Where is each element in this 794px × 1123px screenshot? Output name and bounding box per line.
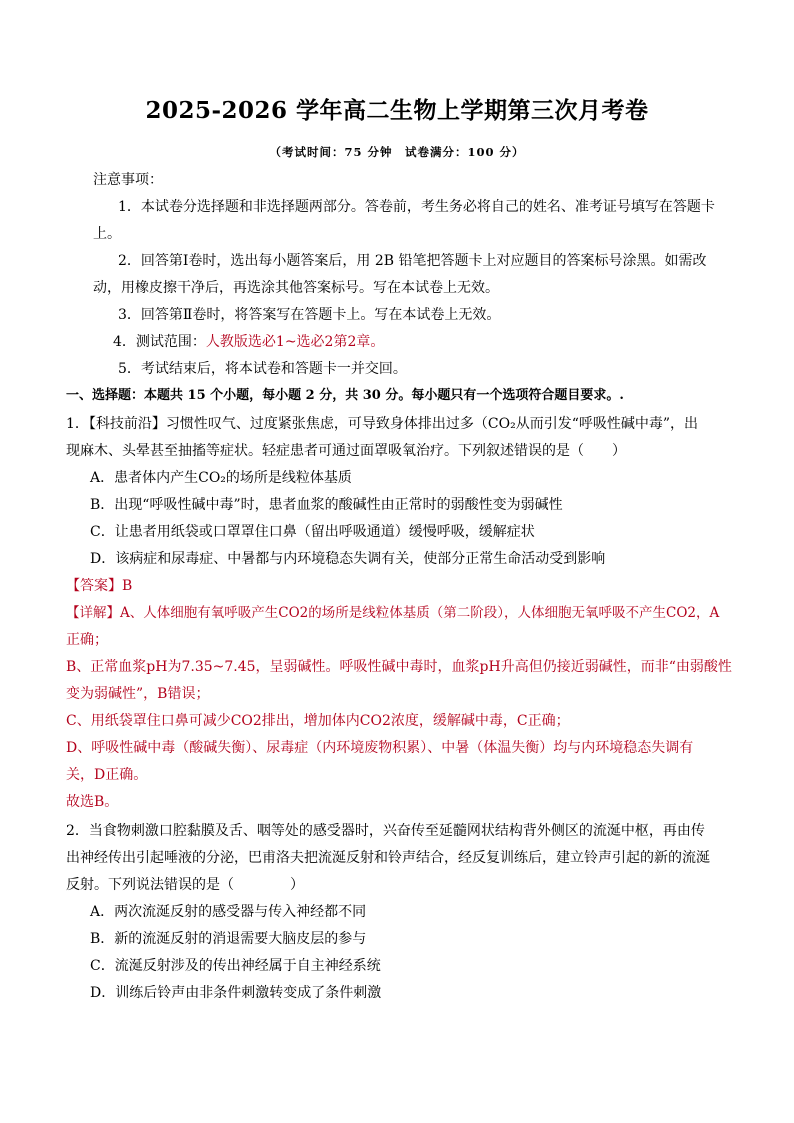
q1-explanation-b-cont: 变为弱碱性”，B错误；: [66, 686, 210, 702]
q1-explanation-d-cont: 关，D正确。: [66, 767, 148, 783]
page-title: 2025-2026 学年高二生物上学期第三次月考卷: [145, 97, 649, 124]
q1-answer: 【答案】B: [66, 578, 133, 594]
q1-option-c: C．让患者用纸袋或口罩罩住口鼻（留出呼吸通道）缓慢呼吸，缓解症状: [90, 524, 535, 540]
note-3: 3．回答第Ⅱ卷时，将答案写在答题卡上。写在本试卷上无效。: [118, 307, 501, 323]
q1-explanation-b: B、正常血浆pH为7.35~7.45，呈弱碱性。呼吸性碱中毒时，血浆pH升高但仍接近弱碱性，而非“由弱酸性: [66, 659, 732, 675]
q1-explanation-c: C、用纸袋罩住口鼻可减少CO2排出，增加体内CO2浓度，缓解碱中毒，C正确；: [66, 713, 570, 729]
note-2-cont: 动，用橡皮擦干净后，再选涂其他答案标号。写在本试卷上无效。: [93, 280, 499, 296]
note-2: 2．回答第Ⅰ卷时，选出每小题答案后，用 2B 铅笔把答题卡上对应题目的答案标号涂黑。如需改: [118, 253, 707, 269]
q1-explanation-a-cont: 正确；: [66, 632, 108, 648]
q2-stem-cont-2: 反射。下列说法错误的是（ ）: [66, 877, 304, 893]
notes-heading: 注意事项：: [93, 172, 163, 188]
q2-option-d: D．训练后铃声由非条件刺激转变成了条件刺激: [90, 985, 382, 1001]
note-1: 1．本试卷分选择题和非选择题两部分。答卷前，考生务必将自己的姓名、准考证号填写在答题卡: [118, 199, 715, 215]
q2-stem-cont-1: 出神经传出引起唾液的分泌，巴甫洛夫把流涎反射和铃声结合，经反复训练后，建立铃声引起的新的流涎: [66, 850, 710, 866]
q2-option-c: C．流涎反射涉及的传出神经属于自主神经系统: [90, 958, 381, 974]
note-5: 5．考试结束后，将本试卷和答题卡一并交回。: [118, 361, 407, 377]
q2-option-a: A．两次流涎反射的感受器与传入神经都不同: [90, 904, 367, 920]
q1-explanation-d: D、呼吸性碱中毒（酸碱失衡）、尿毒症（内环境废物积累）、中暑（体温失衡）均与内环境稳态失调有: [66, 740, 694, 756]
note-1-cont: 上。: [93, 226, 121, 242]
note-4-label: 4．测试范围：: [113, 334, 206, 350]
q1-explanation-a: 【详解】A、人体细胞有氧呼吸产生CO2的场所是线粒体基质（第二阶段），人体细胞无氧呼吸不产生CO2，A: [66, 605, 720, 621]
note-4: [113, 332, 384, 352]
q2-stem: 2．当食物刺激口腔黏膜及舌、咽等处的感受器时，兴奋传至延髓网状结构背外侧区的流涎中枢，再由传: [66, 823, 705, 839]
q1-conclusion: 故选B。: [66, 794, 119, 810]
q1-option-a: A．患者体内产生CO₂的场所是线粒体基质: [90, 470, 352, 486]
q1-option-b: B．出现“呼吸性碱中毒”时，患者血浆的酸碱性由正常时的弱酸性变为弱碱性: [90, 497, 563, 513]
q1-stem: 1．【科技前沿】习惯性叹气、过度紧张焦虑，可导致身体排出过多（CO₂从而引发“呼吸性碱中毒”，出: [66, 416, 699, 432]
section-heading: 一、选择题：本题共 15 个小题，每小题 2 分，共 30 分。每小题只有一个选项符合题目要求。.: [66, 388, 624, 403]
test-scope: 人教版选必1~选必2第2章。: [205, 334, 385, 350]
q1-option-d: D．该病症和尿毒症、中暑都与内环境稳态失调有关，使部分正常生命活动受到影响: [90, 551, 606, 567]
q2-option-b: B．新的流涎反射的消退需要大脑皮层的参与: [90, 931, 367, 947]
q1-stem-cont: 现麻木、头晕甚至抽搐等症状。轻症患者可通过面罩吸氧治疗。下列叙述错误的是（ ）: [66, 443, 626, 459]
exam-info: （考试时间：75 分钟 试卷满分：100 分）: [269, 145, 525, 159]
